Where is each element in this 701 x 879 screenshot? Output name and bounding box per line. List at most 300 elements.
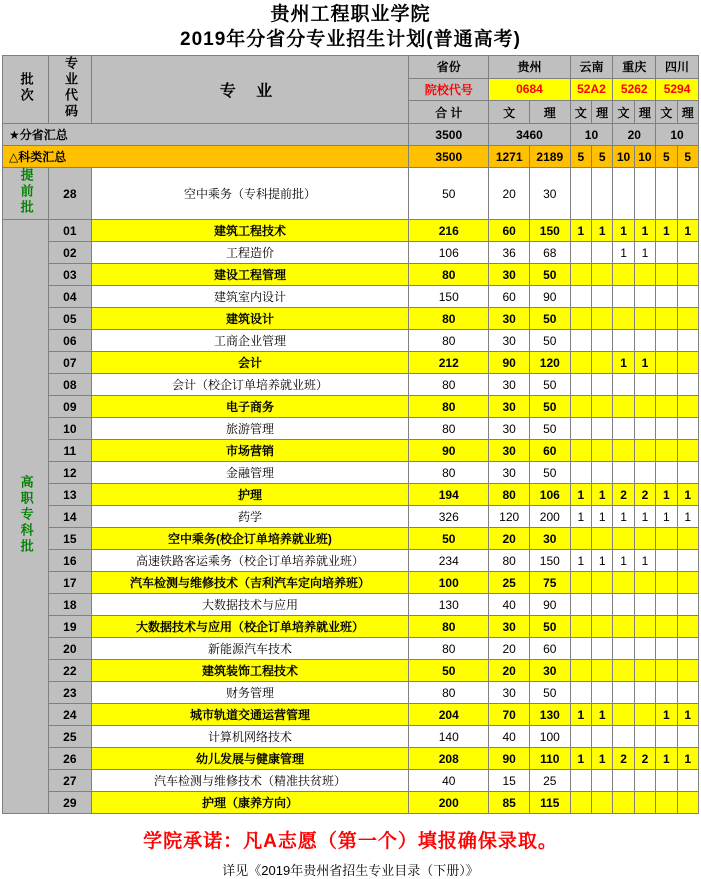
major-code-cell: 20 bbox=[48, 638, 91, 660]
sc-wen-cell bbox=[656, 726, 677, 748]
gz-li-cell: 50 bbox=[529, 264, 570, 286]
gz-li-cell: 50 bbox=[529, 330, 570, 352]
total-cell: 80 bbox=[409, 330, 489, 352]
cq-li-cell: 2 bbox=[634, 484, 655, 506]
sc-wen-cell: 1 bbox=[656, 506, 677, 528]
table-row bbox=[3, 594, 699, 616]
major-name-cell: 药学 bbox=[91, 506, 408, 528]
cq-li-cell bbox=[634, 528, 655, 550]
batch-label-advance: 提前批 bbox=[18, 168, 34, 216]
major-code-cell: 04 bbox=[48, 286, 91, 308]
table-row bbox=[3, 726, 699, 748]
summary-gz-wen: 1271 bbox=[489, 146, 530, 168]
batch-cell-advance bbox=[3, 168, 49, 220]
major-code-cell: 02 bbox=[48, 242, 91, 264]
sc-li-cell: 1 bbox=[677, 704, 699, 726]
gz-wen-cell: 20 bbox=[489, 638, 530, 660]
cq-li-cell bbox=[634, 168, 655, 220]
yn-li-cell: 1 bbox=[591, 748, 612, 770]
major-name-cell: 汽车检测与维修技术（吉利汽车定向培养班） bbox=[91, 572, 408, 594]
gz-wen-cell: 30 bbox=[489, 682, 530, 704]
header-school-code-label: 院校代号 bbox=[409, 78, 489, 101]
gz-li-cell: 75 bbox=[529, 572, 570, 594]
header-total-label: 合 计 bbox=[409, 101, 489, 124]
yn-wen-cell bbox=[570, 682, 591, 704]
cq-li-cell bbox=[634, 682, 655, 704]
sc-wen-cell bbox=[656, 462, 677, 484]
gz-li-cell: 150 bbox=[529, 220, 570, 242]
gz-wen-cell: 20 bbox=[489, 168, 530, 220]
sc-wen-cell bbox=[656, 770, 677, 792]
gz-wen-cell: 30 bbox=[489, 418, 530, 440]
gz-li-cell: 50 bbox=[529, 682, 570, 704]
total-cell: 80 bbox=[409, 616, 489, 638]
yn-li-cell: 1 bbox=[591, 506, 612, 528]
yn-li-cell bbox=[591, 330, 612, 352]
yn-wen-cell bbox=[570, 374, 591, 396]
sc-wen-cell bbox=[656, 264, 677, 286]
sc-wen-cell bbox=[656, 242, 677, 264]
major-code-cell: 19 bbox=[48, 616, 91, 638]
yn-li-cell bbox=[591, 418, 612, 440]
header-province-label: 省份 bbox=[409, 56, 489, 79]
cq-li-cell: 1 bbox=[634, 550, 655, 572]
cq-wen-cell bbox=[613, 396, 634, 418]
cq-wen-cell bbox=[613, 792, 634, 814]
major-name-cell: 建筑工程技术 bbox=[91, 220, 408, 242]
major-code-cell: 24 bbox=[48, 704, 91, 726]
summary-yn-li: 5 bbox=[591, 146, 612, 168]
yn-wen-cell bbox=[570, 168, 591, 220]
cq-wen-cell bbox=[613, 264, 634, 286]
yn-li-cell bbox=[591, 572, 612, 594]
gz-wen-cell: 120 bbox=[489, 506, 530, 528]
total-cell: 140 bbox=[409, 726, 489, 748]
total-cell: 130 bbox=[409, 594, 489, 616]
sc-li-cell bbox=[677, 528, 699, 550]
major-code-cell: 25 bbox=[48, 726, 91, 748]
gz-wen-cell: 90 bbox=[489, 748, 530, 770]
total-cell: 80 bbox=[409, 308, 489, 330]
sc-li-cell bbox=[677, 660, 699, 682]
total-cell: 90 bbox=[409, 440, 489, 462]
sc-wen-cell bbox=[656, 168, 677, 220]
cq-wen-cell bbox=[613, 638, 634, 660]
sc-wen-cell bbox=[656, 440, 677, 462]
cq-wen-cell bbox=[613, 726, 634, 748]
gz-li-cell: 110 bbox=[529, 748, 570, 770]
sc-li-cell bbox=[677, 286, 699, 308]
header-sc-li: 理 bbox=[677, 101, 699, 124]
major-name-cell: 护理 bbox=[91, 484, 408, 506]
yn-wen-cell bbox=[570, 242, 591, 264]
table-row bbox=[3, 242, 699, 264]
yn-wen-cell bbox=[570, 286, 591, 308]
gz-wen-cell: 30 bbox=[489, 396, 530, 418]
cq-li-cell bbox=[634, 286, 655, 308]
cq-wen-cell bbox=[613, 572, 634, 594]
table-row bbox=[3, 682, 699, 704]
sc-wen-cell: 1 bbox=[656, 220, 677, 242]
summary-yn-wen: 5 bbox=[570, 146, 591, 168]
major-name-cell: 旅游管理 bbox=[91, 418, 408, 440]
cq-li-cell bbox=[634, 770, 655, 792]
header-yn-wen: 文 bbox=[570, 101, 591, 124]
header-province-guizhou: 贵州 bbox=[489, 56, 570, 79]
major-code-cell: 23 bbox=[48, 682, 91, 704]
header-cq-li: 理 bbox=[634, 101, 655, 124]
table-row bbox=[3, 462, 699, 484]
table-row bbox=[3, 352, 699, 374]
batch-cell-vocational bbox=[3, 220, 49, 814]
school-code-chongqing: 5262 bbox=[613, 78, 656, 101]
total-cell: 40 bbox=[409, 770, 489, 792]
cq-wen-cell bbox=[613, 528, 634, 550]
major-name-cell: 建筑装饰工程技术 bbox=[91, 660, 408, 682]
cq-wen-cell bbox=[613, 374, 634, 396]
cq-wen-cell bbox=[613, 286, 634, 308]
table-row bbox=[3, 418, 699, 440]
summary-yn-province: 10 bbox=[570, 124, 613, 146]
major-name-cell: 市场营销 bbox=[91, 440, 408, 462]
total-cell: 234 bbox=[409, 550, 489, 572]
summary-sc-province: 10 bbox=[656, 124, 699, 146]
major-code-cell: 09 bbox=[48, 396, 91, 418]
page-subtitle: 2019年分省分专业招生计划(普通高考) bbox=[180, 29, 521, 50]
major-code-cell: 11 bbox=[48, 440, 91, 462]
sc-wen-cell bbox=[656, 330, 677, 352]
gz-wen-cell: 30 bbox=[489, 330, 530, 352]
major-code-cell: 27 bbox=[48, 770, 91, 792]
cq-li-cell bbox=[634, 418, 655, 440]
cq-wen-cell: 1 bbox=[613, 242, 634, 264]
gz-wen-cell: 60 bbox=[489, 286, 530, 308]
sc-li-cell bbox=[677, 352, 699, 374]
cq-li-cell bbox=[634, 396, 655, 418]
total-cell: 80 bbox=[409, 638, 489, 660]
cq-li-cell: 2 bbox=[634, 748, 655, 770]
yn-li-cell bbox=[591, 462, 612, 484]
major-name-cell: 建筑设计 bbox=[91, 308, 408, 330]
major-name-cell: 大数据技术与应用（校企订单培养就业班） bbox=[91, 616, 408, 638]
cq-li-cell: 1 bbox=[634, 506, 655, 528]
yn-li-cell: 1 bbox=[591, 220, 612, 242]
yn-li-cell bbox=[591, 242, 612, 264]
batch-label-vocational: 高职专科批 bbox=[18, 475, 34, 555]
major-code-cell: 29 bbox=[48, 792, 91, 814]
gz-li-cell: 50 bbox=[529, 374, 570, 396]
major-code-cell: 28 bbox=[48, 168, 91, 220]
yn-wen-cell bbox=[570, 440, 591, 462]
yn-wen-cell: 1 bbox=[570, 220, 591, 242]
table-row bbox=[3, 792, 699, 814]
header-province-yunnan: 云南 bbox=[570, 56, 613, 79]
major-code-cell: 26 bbox=[48, 748, 91, 770]
gz-li-cell: 200 bbox=[529, 506, 570, 528]
major-code-cell: 14 bbox=[48, 506, 91, 528]
cq-li-cell bbox=[634, 572, 655, 594]
yn-wen-cell bbox=[570, 792, 591, 814]
sc-li-cell bbox=[677, 550, 699, 572]
total-cell: 204 bbox=[409, 704, 489, 726]
cq-li-cell bbox=[634, 264, 655, 286]
table-row bbox=[3, 440, 699, 462]
cq-wen-cell bbox=[613, 594, 634, 616]
gz-wen-cell: 80 bbox=[489, 484, 530, 506]
gz-li-cell: 60 bbox=[529, 440, 570, 462]
sc-li-cell bbox=[677, 330, 699, 352]
table-row bbox=[3, 638, 699, 660]
table-row bbox=[3, 374, 699, 396]
school-code-sichuan: 5294 bbox=[656, 78, 699, 101]
yn-li-cell bbox=[591, 352, 612, 374]
yn-wen-cell bbox=[570, 352, 591, 374]
gz-li-cell: 90 bbox=[529, 594, 570, 616]
major-code-cell: 12 bbox=[48, 462, 91, 484]
gz-li-cell: 130 bbox=[529, 704, 570, 726]
yn-wen-cell bbox=[570, 770, 591, 792]
major-name-cell: 高速铁路客运乘务（校企订单培养就业班） bbox=[91, 550, 408, 572]
total-cell: 80 bbox=[409, 418, 489, 440]
sc-li-cell bbox=[677, 682, 699, 704]
gz-li-cell: 115 bbox=[529, 792, 570, 814]
sc-wen-cell: 1 bbox=[656, 704, 677, 726]
summary-total-subject: 3500 bbox=[409, 146, 489, 168]
table-row bbox=[3, 484, 699, 506]
cq-li-cell bbox=[634, 726, 655, 748]
gz-li-cell: 60 bbox=[529, 638, 570, 660]
major-name-cell: 金融管理 bbox=[91, 462, 408, 484]
yn-wen-cell bbox=[570, 462, 591, 484]
gz-li-cell: 50 bbox=[529, 308, 570, 330]
yn-wen-cell bbox=[570, 594, 591, 616]
major-code-cell: 08 bbox=[48, 374, 91, 396]
yn-li-cell bbox=[591, 660, 612, 682]
yn-wen-cell bbox=[570, 528, 591, 550]
gz-wen-cell: 30 bbox=[489, 462, 530, 484]
summary-row-province bbox=[3, 124, 699, 146]
yn-li-cell bbox=[591, 308, 612, 330]
gz-li-cell: 120 bbox=[529, 352, 570, 374]
gz-li-cell: 100 bbox=[529, 726, 570, 748]
header-yn-li: 理 bbox=[591, 101, 612, 124]
major-code-cell: 22 bbox=[48, 660, 91, 682]
major-name-cell: 电子商务 bbox=[91, 396, 408, 418]
sc-li-cell: 1 bbox=[677, 220, 699, 242]
major-name-cell: 财务管理 bbox=[91, 682, 408, 704]
gz-wen-cell: 36 bbox=[489, 242, 530, 264]
sc-li-cell bbox=[677, 770, 699, 792]
sc-li-cell bbox=[677, 168, 699, 220]
total-cell: 212 bbox=[409, 352, 489, 374]
yn-li-cell bbox=[591, 638, 612, 660]
cq-li-cell bbox=[634, 792, 655, 814]
sc-wen-cell bbox=[656, 638, 677, 660]
cq-wen-cell: 1 bbox=[613, 506, 634, 528]
cq-li-cell bbox=[634, 638, 655, 660]
total-cell: 80 bbox=[409, 396, 489, 418]
gz-wen-cell: 40 bbox=[489, 726, 530, 748]
total-cell: 326 bbox=[409, 506, 489, 528]
gz-wen-cell: 60 bbox=[489, 220, 530, 242]
total-cell: 100 bbox=[409, 572, 489, 594]
sc-li-cell bbox=[677, 792, 699, 814]
table-row bbox=[3, 396, 699, 418]
cq-wen-cell bbox=[613, 308, 634, 330]
cq-li-cell bbox=[634, 462, 655, 484]
major-name-cell: 大数据技术与应用 bbox=[91, 594, 408, 616]
gz-li-cell: 106 bbox=[529, 484, 570, 506]
summary-label-subject: △科类汇总 bbox=[3, 146, 409, 168]
cq-li-cell: 1 bbox=[634, 242, 655, 264]
cq-li-cell bbox=[634, 374, 655, 396]
major-name-cell: 工商企业管理 bbox=[91, 330, 408, 352]
total-cell: 50 bbox=[409, 528, 489, 550]
yn-li-cell bbox=[591, 168, 612, 220]
total-cell: 50 bbox=[409, 660, 489, 682]
sc-li-cell bbox=[677, 462, 699, 484]
summary-sc-li: 5 bbox=[677, 146, 699, 168]
table-row bbox=[3, 168, 699, 220]
header-gz-wen: 文 bbox=[489, 101, 530, 124]
total-cell: 150 bbox=[409, 286, 489, 308]
sc-wen-cell bbox=[656, 792, 677, 814]
yn-wen-cell bbox=[570, 330, 591, 352]
summary-label-province: ★分省汇总 bbox=[3, 124, 409, 146]
yn-wen-cell bbox=[570, 418, 591, 440]
major-name-cell: 城市轨道交通运营管理 bbox=[91, 704, 408, 726]
cq-li-cell bbox=[634, 594, 655, 616]
sc-wen-cell: 1 bbox=[656, 748, 677, 770]
total-cell: 200 bbox=[409, 792, 489, 814]
yn-wen-cell bbox=[570, 638, 591, 660]
promise-text: 学院承诺：凡A志愿（第一个）填报确保录取。 bbox=[143, 831, 558, 852]
major-code-cell: 06 bbox=[48, 330, 91, 352]
summary-gz-province: 3460 bbox=[489, 124, 570, 146]
yn-wen-cell: 1 bbox=[570, 704, 591, 726]
header-cq-wen: 文 bbox=[613, 101, 634, 124]
gz-wen-cell: 20 bbox=[489, 660, 530, 682]
cq-wen-cell bbox=[613, 682, 634, 704]
summary-cq-li: 10 bbox=[634, 146, 655, 168]
cq-wen-cell bbox=[613, 330, 634, 352]
yn-wen-cell bbox=[570, 264, 591, 286]
total-cell: 80 bbox=[409, 264, 489, 286]
yn-li-cell bbox=[591, 286, 612, 308]
sc-wen-cell: 1 bbox=[656, 484, 677, 506]
major-name-cell: 工程造价 bbox=[91, 242, 408, 264]
yn-li-cell bbox=[591, 770, 612, 792]
table-row bbox=[3, 660, 699, 682]
header-gz-li: 理 bbox=[529, 101, 570, 124]
cq-wen-cell bbox=[613, 418, 634, 440]
major-code-cell: 17 bbox=[48, 572, 91, 594]
gz-li-cell: 25 bbox=[529, 770, 570, 792]
sc-wen-cell bbox=[656, 286, 677, 308]
sc-li-cell bbox=[677, 308, 699, 330]
header-major-code: 专业代码 bbox=[48, 56, 91, 124]
table-row bbox=[3, 770, 699, 792]
sc-wen-cell bbox=[656, 528, 677, 550]
cq-wen-cell bbox=[613, 440, 634, 462]
table-row bbox=[3, 308, 699, 330]
cq-li-cell: 1 bbox=[634, 352, 655, 374]
gz-wen-cell: 30 bbox=[489, 616, 530, 638]
header-province-chongqing: 重庆 bbox=[613, 56, 656, 79]
gz-wen-cell: 30 bbox=[489, 264, 530, 286]
major-code-cell: 13 bbox=[48, 484, 91, 506]
total-cell: 80 bbox=[409, 682, 489, 704]
sc-wen-cell bbox=[656, 352, 677, 374]
yn-wen-cell bbox=[570, 616, 591, 638]
sc-li-cell bbox=[677, 572, 699, 594]
cq-wen-cell bbox=[613, 704, 634, 726]
gz-li-cell: 90 bbox=[529, 286, 570, 308]
total-cell: 80 bbox=[409, 374, 489, 396]
table-row bbox=[3, 506, 699, 528]
cq-li-cell: 1 bbox=[634, 220, 655, 242]
major-name-cell: 汽车检测与维修技术（精准扶贫班） bbox=[91, 770, 408, 792]
sc-li-cell: 1 bbox=[677, 748, 699, 770]
table-row bbox=[3, 220, 699, 242]
major-name-cell: 新能源汽车技术 bbox=[91, 638, 408, 660]
total-cell: 194 bbox=[409, 484, 489, 506]
major-code-cell: 16 bbox=[48, 550, 91, 572]
major-code-cell: 18 bbox=[48, 594, 91, 616]
yn-wen-cell bbox=[570, 308, 591, 330]
sc-li-cell bbox=[677, 374, 699, 396]
yn-li-cell: 1 bbox=[591, 704, 612, 726]
yn-li-cell bbox=[591, 264, 612, 286]
major-name-cell: 会计（校企订单培养就业班） bbox=[91, 374, 408, 396]
major-name-cell: 幼儿发展与健康管理 bbox=[91, 748, 408, 770]
gz-li-cell: 50 bbox=[529, 616, 570, 638]
yn-li-cell: 1 bbox=[591, 550, 612, 572]
cq-wen-cell: 2 bbox=[613, 484, 634, 506]
cq-wen-cell bbox=[613, 462, 634, 484]
yn-li-cell bbox=[591, 616, 612, 638]
table-row bbox=[3, 330, 699, 352]
table-row bbox=[3, 528, 699, 550]
gz-wen-cell: 30 bbox=[489, 374, 530, 396]
gz-li-cell: 30 bbox=[529, 168, 570, 220]
sc-li-cell bbox=[677, 242, 699, 264]
table-row bbox=[3, 704, 699, 726]
summary-gz-li: 2189 bbox=[529, 146, 570, 168]
cq-wen-cell bbox=[613, 770, 634, 792]
yn-li-cell bbox=[591, 792, 612, 814]
major-code-cell: 03 bbox=[48, 264, 91, 286]
yn-li-cell bbox=[591, 440, 612, 462]
page-title: 贵州工程职业学院 bbox=[270, 4, 431, 25]
gz-li-cell: 50 bbox=[529, 462, 570, 484]
sc-li-cell bbox=[677, 396, 699, 418]
sc-li-cell bbox=[677, 264, 699, 286]
summary-sc-wen: 5 bbox=[656, 146, 677, 168]
summary-cq-province: 20 bbox=[613, 124, 656, 146]
gz-li-cell: 68 bbox=[529, 242, 570, 264]
yn-li-cell bbox=[591, 374, 612, 396]
sc-li-cell bbox=[677, 616, 699, 638]
cq-wen-cell bbox=[613, 660, 634, 682]
table-row bbox=[3, 616, 699, 638]
yn-li-cell: 1 bbox=[591, 484, 612, 506]
cq-li-cell bbox=[634, 660, 655, 682]
yn-wen-cell bbox=[570, 572, 591, 594]
sc-wen-cell bbox=[656, 682, 677, 704]
major-name-cell: 空中乘务（专科提前批） bbox=[91, 168, 408, 220]
total-cell: 216 bbox=[409, 220, 489, 242]
